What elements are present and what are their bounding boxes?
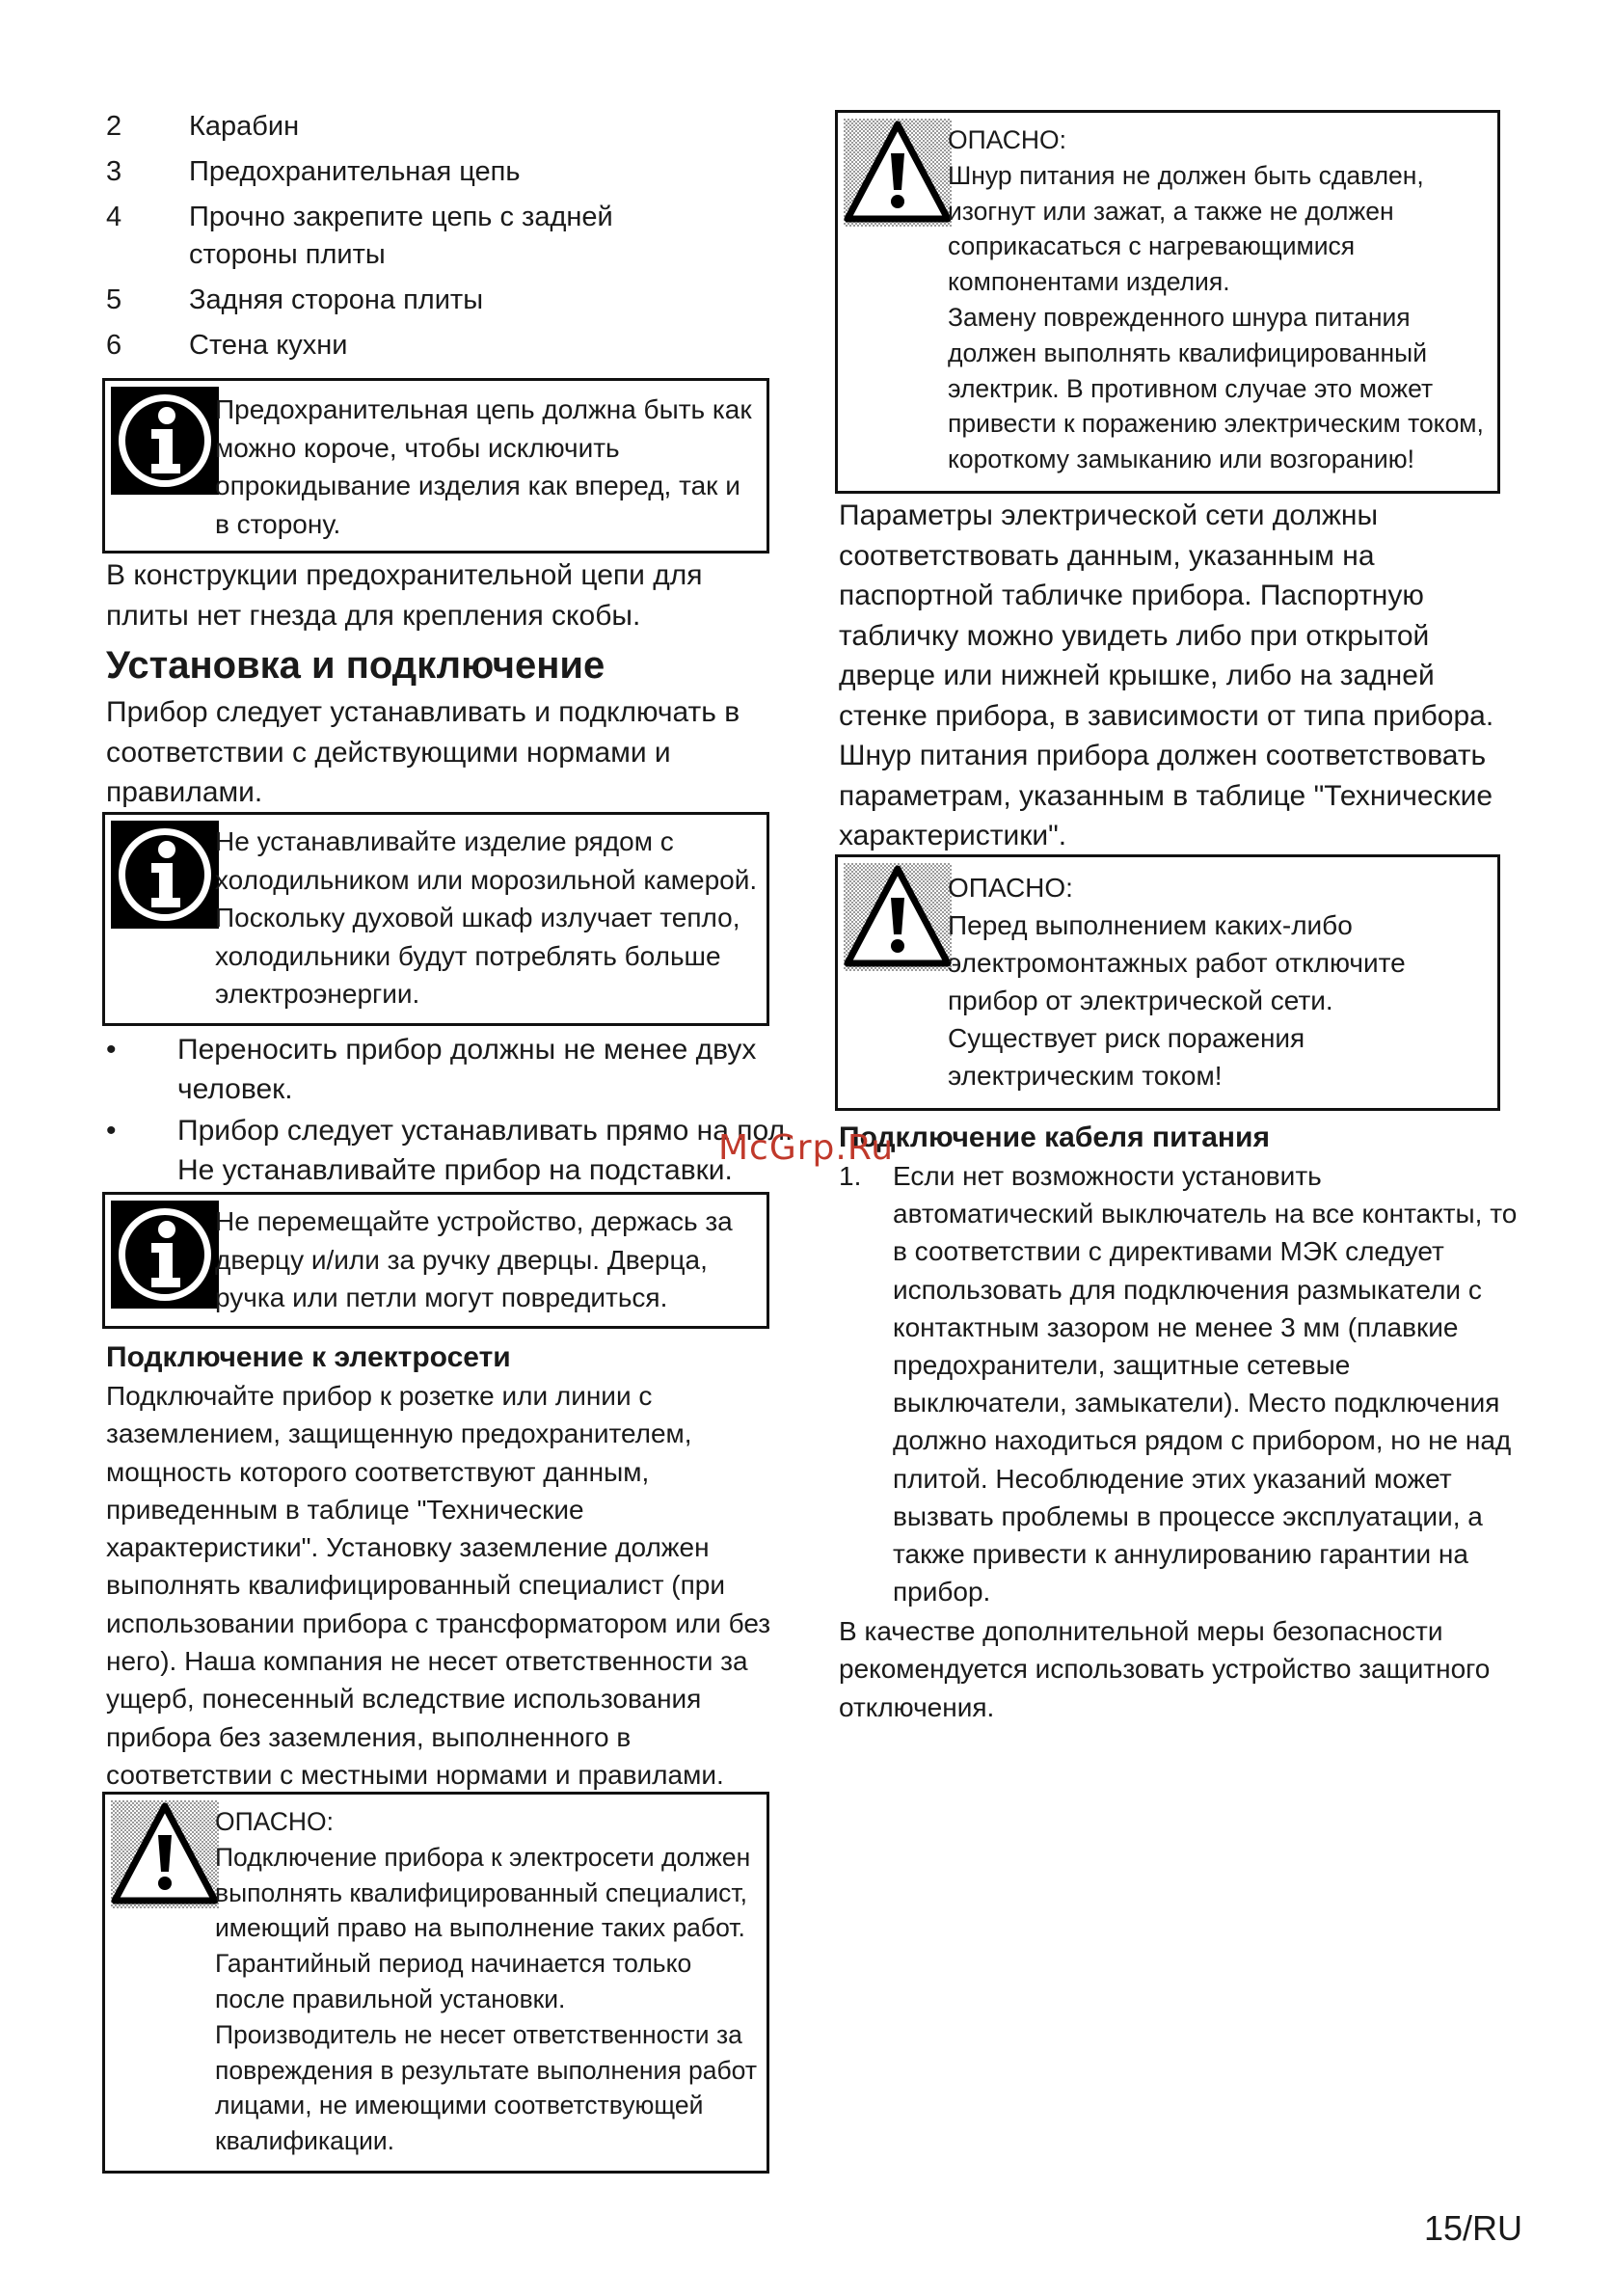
info-icon xyxy=(111,387,219,495)
info-box-chain xyxy=(102,378,769,554)
list-item: 6 Стена кухни xyxy=(106,330,348,361)
warning-title: ОПАСНО: xyxy=(948,125,1067,154)
cable-heading: Подключение кабеля питания xyxy=(839,1121,1270,1153)
bullet-list xyxy=(106,1030,800,1190)
list-item: 4 Прочно закрепите цепь с задней стороны плиты xyxy=(106,202,613,270)
info-text: Не перемещайте устройство, держась за дверцу и/или за ручку дверцы. Дверца, ручка или петли могут повредиться. xyxy=(215,1206,733,1312)
warning-icon xyxy=(111,1800,219,1908)
electric-paragraph: Подключайте прибор к розетке или линии с заземлением, защищенную предохранителем, мощность которого соответствуют данным, приведенным в таблице "Технические характеристики". Установку заземление должен выполнять квалифицированный специалист (при использовании прибора с трансформатором или без него). Наша компания не несет ответственности за ущерб, понесенный вследствие использования прибора без заземления, выполненного в соответствии с местными нормами и правилами. xyxy=(106,1381,771,1790)
watermark: McGrp.Ru xyxy=(718,1128,895,1168)
info-box-fridge xyxy=(102,812,769,1026)
list-item: 5 Задняя сторона плиты xyxy=(106,284,484,315)
warning-icon xyxy=(844,863,952,971)
warning-text: ОПАСНО: Шнур питания не должен быть сдавлен, изогнут или зажат, а также не должен соприкасаться с нагревающимися компонентами изделия. Замену поврежденного шнура питания должен выполнять квалифицированный электрик. В противном случае это может привести к поражению электрическим током, короткому замыканию или возгоранию! xyxy=(948,122,1490,477)
network-paragraph: Параметры электрической сети должны соответствовать данным, указанным на паспортной табличке прибора. Паспортную табличку можно увидеть либо при открытой дверце или нижней крышке, либо на задней стенке прибора, в зависимости от типа прибора. Шнур питания прибора должен соответствовать параметрам, указанным в таблице "Технические характеристики". xyxy=(839,500,1494,851)
warning-box-connection xyxy=(102,1792,769,2174)
install-intro: Прибор следует устанавливать и подключать в соответствии с действующими нормами и правилами. xyxy=(106,696,740,808)
closing-paragraph: В качестве дополнительной меры безопасности рекомендуется использовать устройство защитного отключения. xyxy=(839,1616,1491,1722)
info-text: Не устанавливайте изделие рядом с холодильником или морозильной камерой. Поскольку духовой шкаф излучает тепло, холодильники будут потреблять больше электроэнергии. xyxy=(215,826,758,1009)
warning-title: ОПАСНО: xyxy=(215,1807,335,1836)
info-box-door xyxy=(102,1192,769,1329)
warning-box-cord xyxy=(835,110,1500,494)
info-icon xyxy=(111,821,219,929)
electric-heading: Подключение к электросети xyxy=(106,1341,511,1373)
page-number: 15/RU xyxy=(1423,2208,1522,2248)
warning-text: ОПАСНО: Подключение прибора к электросети должен выполнять квалифицированный специалист, имеющий право на выполнение таких работ. Гарантийный период начинается только после правильной установки. Производитель не несет ответственности за повреждения в результате выполнения работ лицами, не имеющими соответствующей квалификации. xyxy=(215,1804,759,2159)
section-heading: Установка и подключение xyxy=(106,644,605,687)
chain-paragraph: В конструкции предохранительной цепи для плиты нет гнезда для крепления скобы. xyxy=(106,559,703,632)
info-icon xyxy=(111,1201,219,1309)
info-text: Предохранительная цепь должна быть как можно короче, чтобы исключить опрокидывание изделия как вперед, так и в сторону. xyxy=(215,394,752,539)
list-item: • Прибор следует устанавливать прямо на пол. Не устанавливайте прибор на подставки. xyxy=(106,1115,794,1186)
warning-title: ОПАСНО: xyxy=(948,873,1073,903)
list-item: 2 Карабин xyxy=(106,111,300,142)
warning-icon xyxy=(844,119,952,227)
warning-text: ОПАСНО: Перед выполнением каких-либо электромонтажных работ отключите прибор от электрической сети. Существует риск поражения электрическим током! xyxy=(948,869,1490,1094)
warning-box-disconnect xyxy=(835,854,1500,1111)
list-item: • Переносить прибор должны не менее двух человек. xyxy=(106,1034,757,1105)
cable-list-item: 1. Если нет возможности установить автоматический выключатель на все контакты, то в соответствии с директивами МЭК следует использовать для подключения размыкатели с контактным зазором не менее 3 мм (плавкие предохранители, защитные сетевые выключатели, замыкатели). Место подключения должно находиться рядом с прибором, но не над плитой. Несоблюдение этих указаний может вызвать проблемы в процессе эксплуатации, а также привести к аннулированию гарантии на прибор. xyxy=(839,1161,1518,1607)
list-item: 3 Предохранительная цепь xyxy=(106,156,521,187)
parts-list xyxy=(106,108,771,372)
